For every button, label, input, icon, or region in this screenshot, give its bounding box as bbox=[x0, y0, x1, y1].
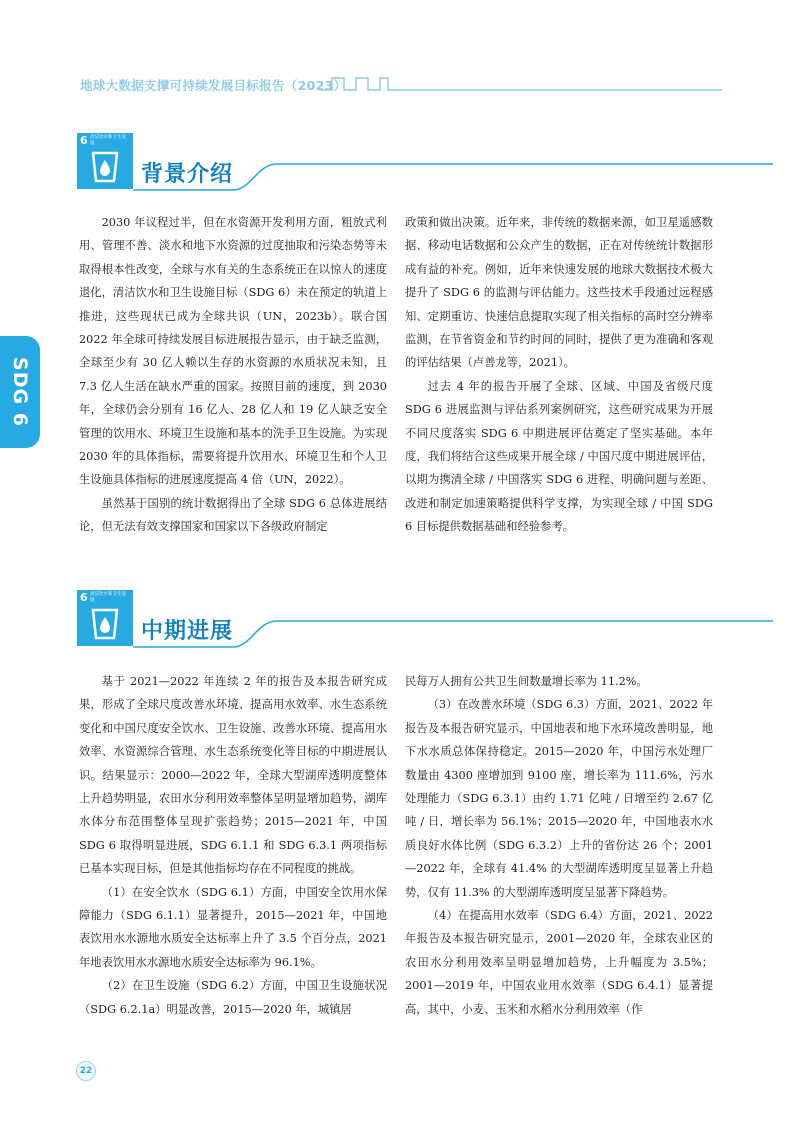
section2-left-column bbox=[79, 670, 387, 1021]
section1-left-column bbox=[79, 211, 387, 539]
water-glass-icon bbox=[91, 608, 119, 642]
section-title-underline bbox=[133, 617, 773, 653]
page-number: 22 bbox=[76, 1061, 96, 1081]
paragraph: （3）在改善水环境（SDG 6.3）方面，2021、2022 年报告及本报告研究显示，中国地表和地下水环境改善明显，地下水水质总体保持稳定。2015—2020 年，中国污水处理厂数量由 4300 座增加到 9100 座，增长率为 111.6%，污水处理能力（SDG 6.3.1）由约 1.71 亿吨 / 日增至约 2.67 亿吨 / 日，增长率为 56.1%；2015—2020 年，中国地表水水质良好水体比例（SDG 6.3.2）上升的省份达 26 个；2001—2022 年，全球有 41.4% 的大型湖库透明度呈显著上升趋势，仅有 11.3% 的大型湖库透明度呈显著下降趋势。 bbox=[405, 698, 713, 899]
section1-right-column bbox=[405, 211, 713, 539]
paragraph: 政策和做出决策。近年来，非传统的数据来源，如卫星遥感数据、移动电话数据和公众产生的数据，正在对传统统计数据形成有益的补充。例如，近年来快速发展的地球大数据技术极大提升了 SDG 6 的监测与评估能力。这些技术手段通过远程感知、定期重访、快速信息提取实现了相关指标的高时空分辨率监测，在节省资金和节约时间的同时，提供了更为准确和客观的评估结果（卢善龙等，2021）。 bbox=[405, 216, 713, 370]
sdg-side-tab bbox=[0, 336, 40, 448]
paragraph: 基于 2021—2022 年连续 2 年的报告及本报告研究成果，形成了全球尺度改善水环境、提高用水效率、水生态系统变化和中国尺度安全饮水、卫生设施、改善水环境、提高用水效率、水资源综合管理、水生态系统变化等目标的中期进展认识。结果显示：2000—2022 年，全球大型湖库透明度整体上升趋势明显，农田水分利用效率整体呈明显增加趋势，湖库水体分布范围整体呈现扩张趋势；2015—2021 年，中国 SDG 6 取得明显进展，SDG 6.1.1 和 SDG 6.3.1 两项指标已基本实现目标，但是其他指标均存在不同程度的挑战。 bbox=[79, 675, 387, 876]
section-title-progress: 中期进展 bbox=[141, 619, 234, 644]
report-header-title: 地球大数据支撑可持续发展目标报告（2023） bbox=[80, 78, 347, 93]
paragraph: 民每万人拥有公共卫生间数量增长率为 11.2%。 bbox=[405, 675, 648, 688]
header-decoration-line bbox=[318, 70, 723, 96]
water-glass-icon bbox=[91, 151, 119, 185]
badge-label: 清洁饮水和卫生设施 bbox=[90, 135, 126, 146]
paragraph: （4）在提高用水效率（SDG 6.4）方面，2021、2022 年报告及本报告研究显示，2001—2020 年，全球农业区的农田水分利用效率呈明显增加趋势，上升幅度为 3.5%；2001—2019 年，中国农业用水效率（SDG 6.4.1）显著提高，其中，小麦、玉米和水稻水分利用效率（作 bbox=[405, 909, 713, 1016]
sdg6-badge bbox=[77, 133, 133, 189]
paragraph: 虽然基于国别的统计数据得出了全球 SDG 6 总体进展结论，但无法有效支撑国家和国家以下各级政府制定 bbox=[79, 496, 387, 534]
badge-number: 6 bbox=[80, 591, 88, 604]
paragraph: 过去 4 年的报告开展了全球、区域、中国及省级尺度 SDG 6 进展监测与评估系列案例研究，这些研究成果为开展不同尺度落实 SDG 6 中期进展评估奠定了坚实基础。本年度，我们将结合这些成果开展全球 / 中国尺度中期进展评估，以期为携清全球 / 中国落实 SDG 6 进程、明确问题与差距、改进和制定加速策略提供科学支撑，为实现全球 / 中国 SDG 6 目标提供数据基础和经验参考。 bbox=[405, 379, 713, 534]
badge-number: 6 bbox=[80, 134, 88, 147]
sdg6-badge bbox=[77, 590, 133, 646]
section2-right-column bbox=[405, 670, 713, 1021]
section-title-underline bbox=[133, 160, 773, 196]
badge-label: 清洁饮水和卫生设施 bbox=[90, 592, 126, 603]
paragraph: （1）在安全饮水（SDG 6.1）方面，中国安全饮用水保障能力（SDG 6.1.1）显著提升，2015—2021 年，中国地表饮用水水源地水质安全达标率上升了 3.5 个百分点，2021 年地表饮用水水源地水质安全达标率为 96.1%。 bbox=[79, 885, 387, 969]
paragraph: （2）在卫生设施（SDG 6.2）方面，中国卫生设施状况（SDG 6.2.1a）明显改善，2015—2020 年，城镇居 bbox=[79, 979, 387, 1016]
paragraph: 2030 年议程过半，但在水资源开发利用方面，粗放式利用、管理不善、淡水和地下水资源的过度抽取和污染态势等未取得根本性改变，全球与水有关的生态系统正在以惊人的速度退化，清洁饮水和卫生设施目标（SDG 6）未在预定的轨道上推进，这些现状已成为全球共识（UN，2023b）。联合国 2022 年全球可持续发展目标进展报告显示，由于缺乏监测，全球至少有 30 亿人赖以生存的水资源的水质状况未知，且 7.3 亿人生活在缺水严重的国家。按照目前的速度，到 2030 年，全球仍会分别有 16 亿人、28 亿人和 19 亿人缺乏安全管理的饮用水、环境卫生设施和基本的洗手卫生设施。为实现 2030 年的具体指标，需要将提升饮用水、环境卫生和个人卫生设施具体指标的进展速度提高 4 倍（UN，2022）。 bbox=[79, 216, 387, 487]
section-title-background: 背景介绍 bbox=[141, 162, 234, 187]
sdg-side-tab-label: SDG 6 bbox=[9, 357, 31, 427]
